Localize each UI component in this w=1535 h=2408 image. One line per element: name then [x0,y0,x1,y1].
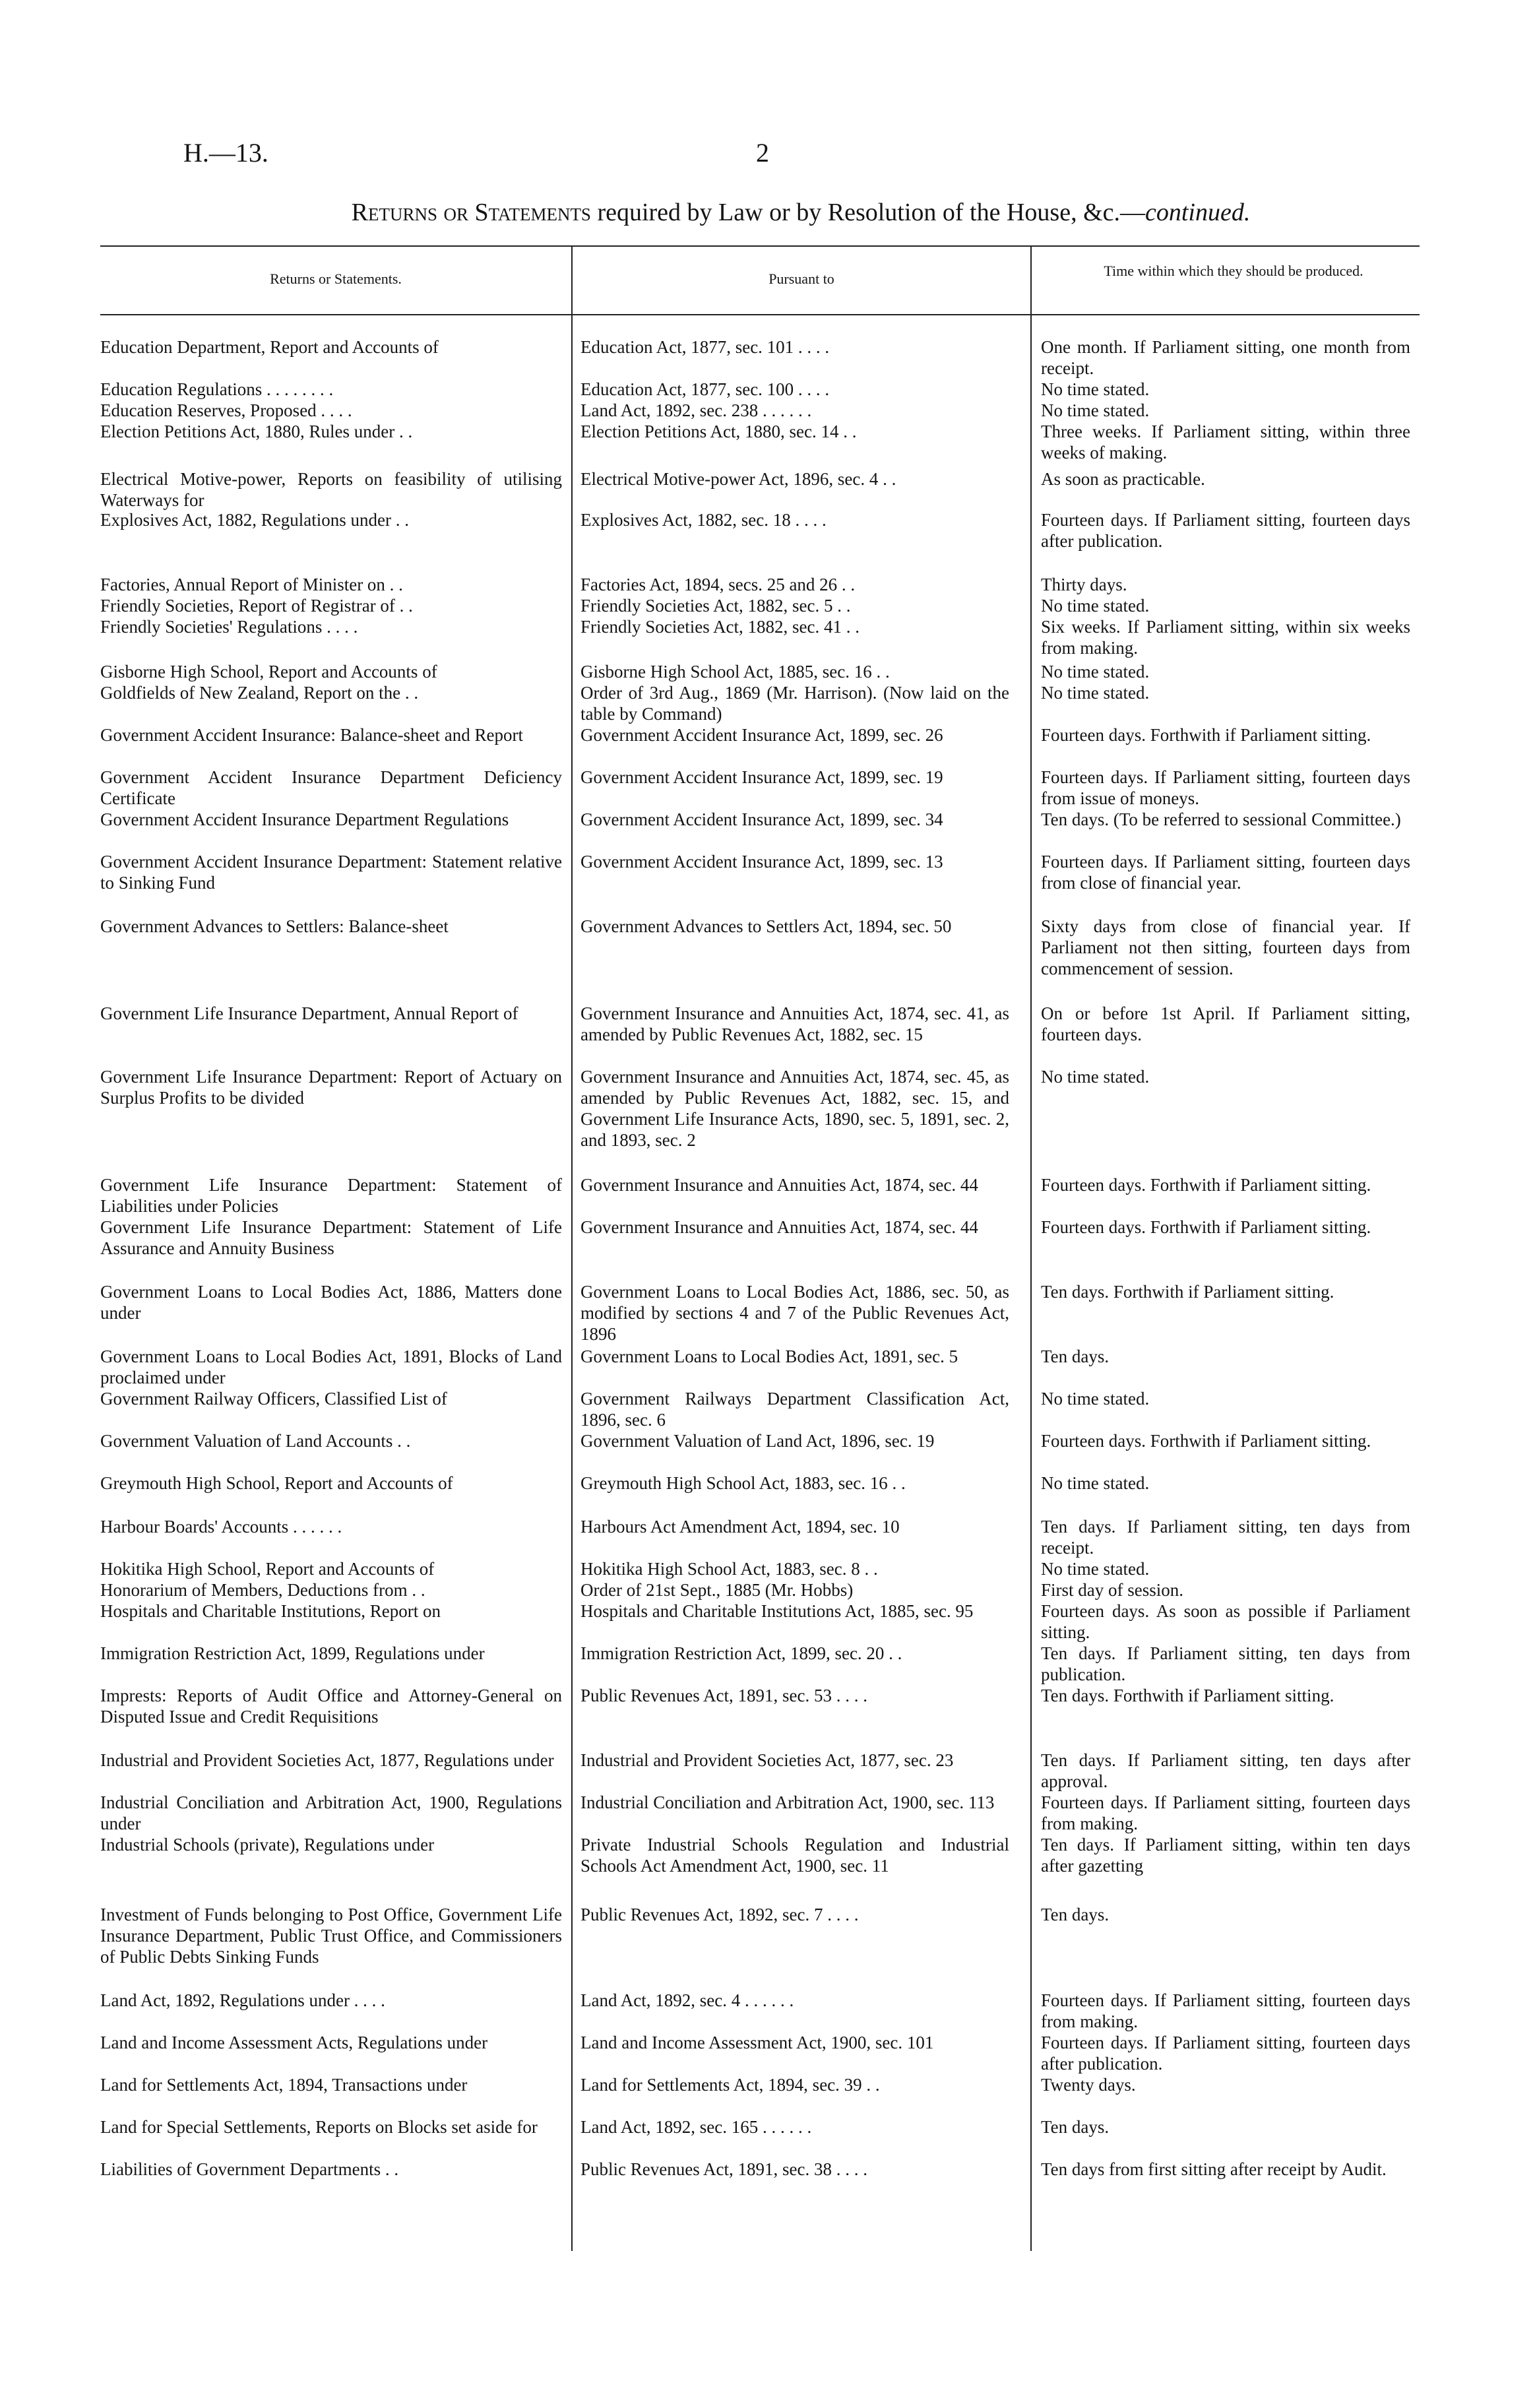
return-name-cell: Education Department, Report and Accounts of [100,337,439,357]
pursuant-to-cell: Electrical Motive-power Act, 1896, sec. 4 . . [580,469,896,489]
pursuant-to-cell: Friendly Societies Act, 1882, sec. 41 . . [580,617,860,637]
pursuant-to-cell: Gisborne High School Act, 1885, sec. 16 . . [580,662,890,681]
title-continued: continued. [1145,199,1251,226]
return-name-cell: Industrial and Provident Societies Act, 1877, Regulations under [100,1750,554,1770]
return-name-cell: Immigration Restriction Act, 1899, Regulations under [100,1643,485,1663]
return-name-cell: Electrical Motive-power, Reports on feasibility of utilising Waterways for [100,469,562,510]
return-name-cell: Goldfields of New Zealand, Report on the . . [100,683,419,703]
pursuant-to-cell: Government Accident Insurance Act, 1899, sec. 19 [580,767,943,787]
pursuant-to-cell: Hokitika High School Act, 1883, sec. 8 . . [580,1559,878,1579]
time-limit-cell: No time stated. [1041,662,1150,681]
pursuant-to-cell: Government Loans to Local Bodies Act, 1886, sec. 50, as modified by sections 4 and 7 of the Public Revenues Act, 1896 [580,1282,1009,1344]
return-name-cell: Industrial Schools (private), Regulations under [100,1835,435,1854]
time-limit-cell: Ten days. [1041,2117,1110,2137]
return-name-cell: Explosives Act, 1882, Regulations under . . [100,510,409,530]
time-limit-cell: No time stated. [1041,683,1150,703]
return-name-cell: Land Act, 1892, Regulations under . . . . [100,1990,385,2010]
time-limit-cell: As soon as practicable. [1041,469,1205,489]
time-limit-cell: No time stated. [1041,596,1150,616]
time-limit-cell: Ten days. If Parliament sitting, ten days from publication. [1041,1643,1410,1684]
column-header-time: Time within which they should be produced. [1104,263,1363,279]
return-name-cell: Government Life Insurance Department, Annual Report of [100,1003,518,1023]
return-name-cell: Government Life Insurance Department: Statement of Life Assurance and Annuity Business [100,1217,562,1258]
time-limit-cell: No time stated. [1041,379,1150,399]
pursuant-to-cell: Education Act, 1877, sec. 101 . . . . [580,337,830,357]
pursuant-to-cell: Land Act, 1892, sec. 4 . . . . . . [580,1990,794,2010]
title-main: required by Law or by Resolution of the House, &c.— [590,199,1145,226]
time-limit-cell: Ten days. Forthwith if Parliament sitting. [1041,1282,1334,1302]
return-name-cell: Factories, Annual Report of Minister on . . [100,575,403,594]
column-header-pursuant: Pursuant to [768,270,834,287]
time-limit-cell: Fourteen days. If Parliament sitting, fourteen days from issue of moneys. [1041,767,1410,808]
time-limit-cell: No time stated. [1041,1473,1150,1493]
return-name-cell: Government Loans to Local Bodies Act, 1886, Matters done under [100,1282,562,1323]
time-limit-cell: Fourteen days. If Parliament sitting, fourteen days after publication. [1041,2033,1410,2074]
time-limit-cell: Fourteen days. If Parliament sitting, fourteen days from making. [1041,1990,1410,2031]
time-limit-cell: No time stated. [1041,1067,1150,1087]
return-name-cell: Industrial Conciliation and Arbitration Act, 1900, Regulations under [100,1792,562,1833]
return-name-cell: Honorarium of Members, Deductions from . . [100,1580,425,1600]
time-limit-cell: Ten days from first sitting after receipt by Audit. [1041,2159,1387,2179]
time-limit-cell: Fourteen days. Forthwith if Parliament sitting. [1041,1175,1371,1195]
pursuant-to-cell: Land Act, 1892, sec. 238 . . . . . . [580,400,812,420]
return-name-cell: Liabilities of Government Departments . . [100,2159,399,2179]
pursuant-to-cell: Government Accident Insurance Act, 1899, sec. 13 [580,852,943,871]
time-limit-cell: Ten days. [1041,1347,1110,1366]
page-number: 2 [756,138,769,168]
pursuant-to-cell: Order of 3rd Aug., 1869 (Mr. Harrison). (Now laid on the table by Command) [580,683,1009,724]
pursuant-to-cell: Government Insurance and Annuities Act, 1874, sec. 44 [580,1175,978,1195]
time-limit-cell: Fourteen days. If Parliament sitting, fourteen days from making. [1041,1792,1410,1833]
pursuant-to-cell: Government Valuation of Land Act, 1896, sec. 19 [580,1431,935,1451]
pursuant-to-cell: Industrial and Provident Societies Act, 1877, sec. 23 [580,1750,954,1770]
pursuant-to-cell: Government Insurance and Annuities Act, 1874, sec. 41, as amended by Public Revenues Act, 1882, sec. 15 [580,1003,1009,1044]
return-name-cell: Land for Settlements Act, 1894, Transactions under [100,2075,468,2095]
return-name-cell: Government Loans to Local Bodies Act, 1891, Blocks of Land proclaimed under [100,1347,562,1387]
return-name-cell: Government Accident Insurance Department Deficiency Certificate [100,767,562,808]
time-limit-cell: Fourteen days. Forthwith if Parliament sitting. [1041,725,1371,745]
pursuant-to-cell: Explosives Act, 1882, sec. 18 . . . . [580,510,827,530]
pursuant-to-cell: Land for Settlements Act, 1894, sec. 39 . . [580,2075,880,2095]
pursuant-to-cell: Government Loans to Local Bodies Act, 1891, sec. 5 [580,1347,958,1366]
pursuant-to-cell: Government Advances to Settlers Act, 1894, sec. 50 [580,916,952,936]
return-name-cell: Government Accident Insurance Department Regulations [100,809,509,829]
pursuant-to-cell: Education Act, 1877, sec. 100 . . . . [580,379,830,399]
pursuant-to-cell: Hospitals and Charitable Institutions Act, 1885, sec. 95 [580,1601,974,1621]
time-limit-cell: Fourteen days. If Parliament sitting, fourteen days after publication. [1041,510,1410,551]
pursuant-to-cell: Industrial Conciliation and Arbitration Act, 1900, sec. 113 [580,1792,995,1812]
column-header-returns: Returns or Statements. [270,270,402,287]
return-name-cell: Friendly Societies, Report of Registrar of . . [100,596,413,616]
return-name-cell: Land for Special Settlements, Reports on Blocks set aside for [100,2117,538,2137]
return-name-cell: Education Regulations . . . . . . . . [100,379,334,399]
time-limit-cell: Ten days. Forthwith if Parliament sitting. [1041,1686,1334,1705]
pursuant-to-cell: Government Insurance and Annuities Act, 1874, sec. 45, as amended by Public Revenues Act, 1882, sec. 15, and Government Life Insurance Acts, 1890, sec. 5, 1891, sec. 2, and 1893, sec. 2 [580,1067,1009,1150]
return-name-cell: Harbour Boards' Accounts . . . . . . [100,1517,342,1537]
pursuant-to-cell: Land Act, 1892, sec. 165 . . . . . . [580,2117,812,2137]
return-name-cell: Government Advances to Settlers: Balance-sheet [100,916,449,936]
time-limit-cell: Ten days. If Parliament sitting, ten days after approval. [1041,1750,1410,1791]
title-small-caps: Returns or Statements [351,199,591,226]
pursuant-to-cell: Public Revenues Act, 1891, sec. 38 . . . . [580,2159,867,2179]
return-name-cell: Government Accident Insurance: Balance-sheet and Report [100,725,523,745]
time-limit-cell: No time stated. [1041,1559,1150,1579]
time-limit-cell: First day of session. [1041,1580,1183,1600]
return-name-cell: Election Petitions Act, 1880, Rules under . . [100,422,413,441]
pursuant-to-cell: Government Accident Insurance Act, 1899, sec. 34 [580,809,943,829]
time-limit-cell: Six weeks. If Parliament sitting, within six weeks from making. [1041,617,1410,658]
time-limit-cell: Twenty days. [1041,2075,1136,2095]
time-limit-cell: Ten days. If Parliament sitting, within ten days after gazetting [1041,1835,1410,1876]
return-name-cell: Investment of Funds belonging to Post Office, Government Life Insurance Department, Public Trust Office, and Commissioners of Public Debts Sinking Funds [100,1905,562,1967]
time-limit-cell: Fourteen days. Forthwith if Parliament sitting. [1041,1431,1371,1451]
time-limit-cell: No time stated. [1041,1389,1150,1409]
pursuant-to-cell: Land and Income Assessment Act, 1900, sec. 101 [580,2033,934,2052]
time-limit-cell: Fourteen days. Forthwith if Parliament sitting. [1041,1217,1371,1237]
return-name-cell: Government Railway Officers, Classified List of [100,1389,447,1409]
return-name-cell: Greymouth High School, Report and Accounts of [100,1473,453,1493]
return-name-cell: Imprests: Reports of Audit Office and Attorney-General on Disputed Issue and Credit Requisitions [100,1686,562,1727]
pursuant-to-cell: Government Railways Department Classification Act, 1896, sec. 6 [580,1389,1009,1430]
return-name-cell: Government Valuation of Land Accounts . . [100,1431,411,1451]
time-limit-cell: Ten days. If Parliament sitting, ten days from receipt. [1041,1517,1410,1558]
document-reference: H.—13. [183,138,268,168]
pursuant-to-cell: Election Petitions Act, 1880, sec. 14 . . [580,422,857,441]
pursuant-to-cell: Friendly Societies Act, 1882, sec. 5 . . [580,596,851,616]
return-name-cell: Government Accident Insurance Department: Statement relative to Sinking Fund [100,852,562,893]
time-limit-cell: Fourteen days. As soon as possible if Parliament sitting. [1041,1601,1410,1642]
time-limit-cell: Ten days. [1041,1905,1110,1924]
pursuant-to-cell: Private Industrial Schools Regulation and Industrial Schools Act Amendment Act, 1900, sec. 11 [580,1835,1009,1876]
time-limit-cell: One month. If Parliament sitting, one month from receipt. [1041,337,1410,378]
time-limit-cell: Three weeks. If Parliament sitting, within three weeks of making. [1041,422,1410,462]
time-limit-cell: Sixty days from close of financial year. If Parliament not then sitting, fourteen days from commencement of session. [1041,916,1410,978]
pursuant-to-cell: Public Revenues Act, 1892, sec. 7 . . . . [580,1905,859,1924]
pursuant-to-cell: Factories Act, 1894, secs. 25 and 26 . . [580,575,856,594]
time-limit-cell: Fourteen days. If Parliament sitting, fourteen days from close of financial year. [1041,852,1410,893]
return-name-cell: Hospitals and Charitable Institutions, Report on [100,1601,441,1621]
return-name-cell: Friendly Societies' Regulations . . . . [100,617,358,637]
pursuant-to-cell: Public Revenues Act, 1891, sec. 53 . . . . [580,1686,867,1705]
pursuant-to-cell: Immigration Restriction Act, 1899, sec. 20 . . [580,1643,902,1663]
time-limit-cell: No time stated. [1041,400,1150,420]
pursuant-to-cell: Government Accident Insurance Act, 1899, sec. 26 [580,725,943,745]
return-name-cell: Gisborne High School, Report and Accounts of [100,662,437,681]
return-name-cell: Government Life Insurance Department: Report of Actuary on Surplus Profits to be divided [100,1067,562,1108]
pursuant-to-cell: Greymouth High School Act, 1883, sec. 16 . . [580,1473,906,1493]
return-name-cell: Land and Income Assessment Acts, Regulations under [100,2033,488,2052]
time-limit-cell: Thirty days. [1041,575,1127,594]
pursuant-to-cell: Order of 21st Sept., 1885 (Mr. Hobbs) [580,1580,854,1600]
return-name-cell: Hokitika High School, Report and Accounts of [100,1559,435,1579]
time-limit-cell: Ten days. (To be referred to sessional Committee.) [1041,809,1401,829]
time-limit-cell: On or before 1st April. If Parliament sitting, fourteen days. [1041,1003,1410,1044]
return-name-cell: Education Reserves, Proposed . . . . [100,400,352,420]
pursuant-to-cell: Government Insurance and Annuities Act, 1874, sec. 44 [580,1217,978,1237]
return-name-cell: Government Life Insurance Department: Statement of Liabilities under Policies [100,1175,562,1216]
pursuant-to-cell: Harbours Act Amendment Act, 1894, sec. 10 [580,1517,900,1537]
